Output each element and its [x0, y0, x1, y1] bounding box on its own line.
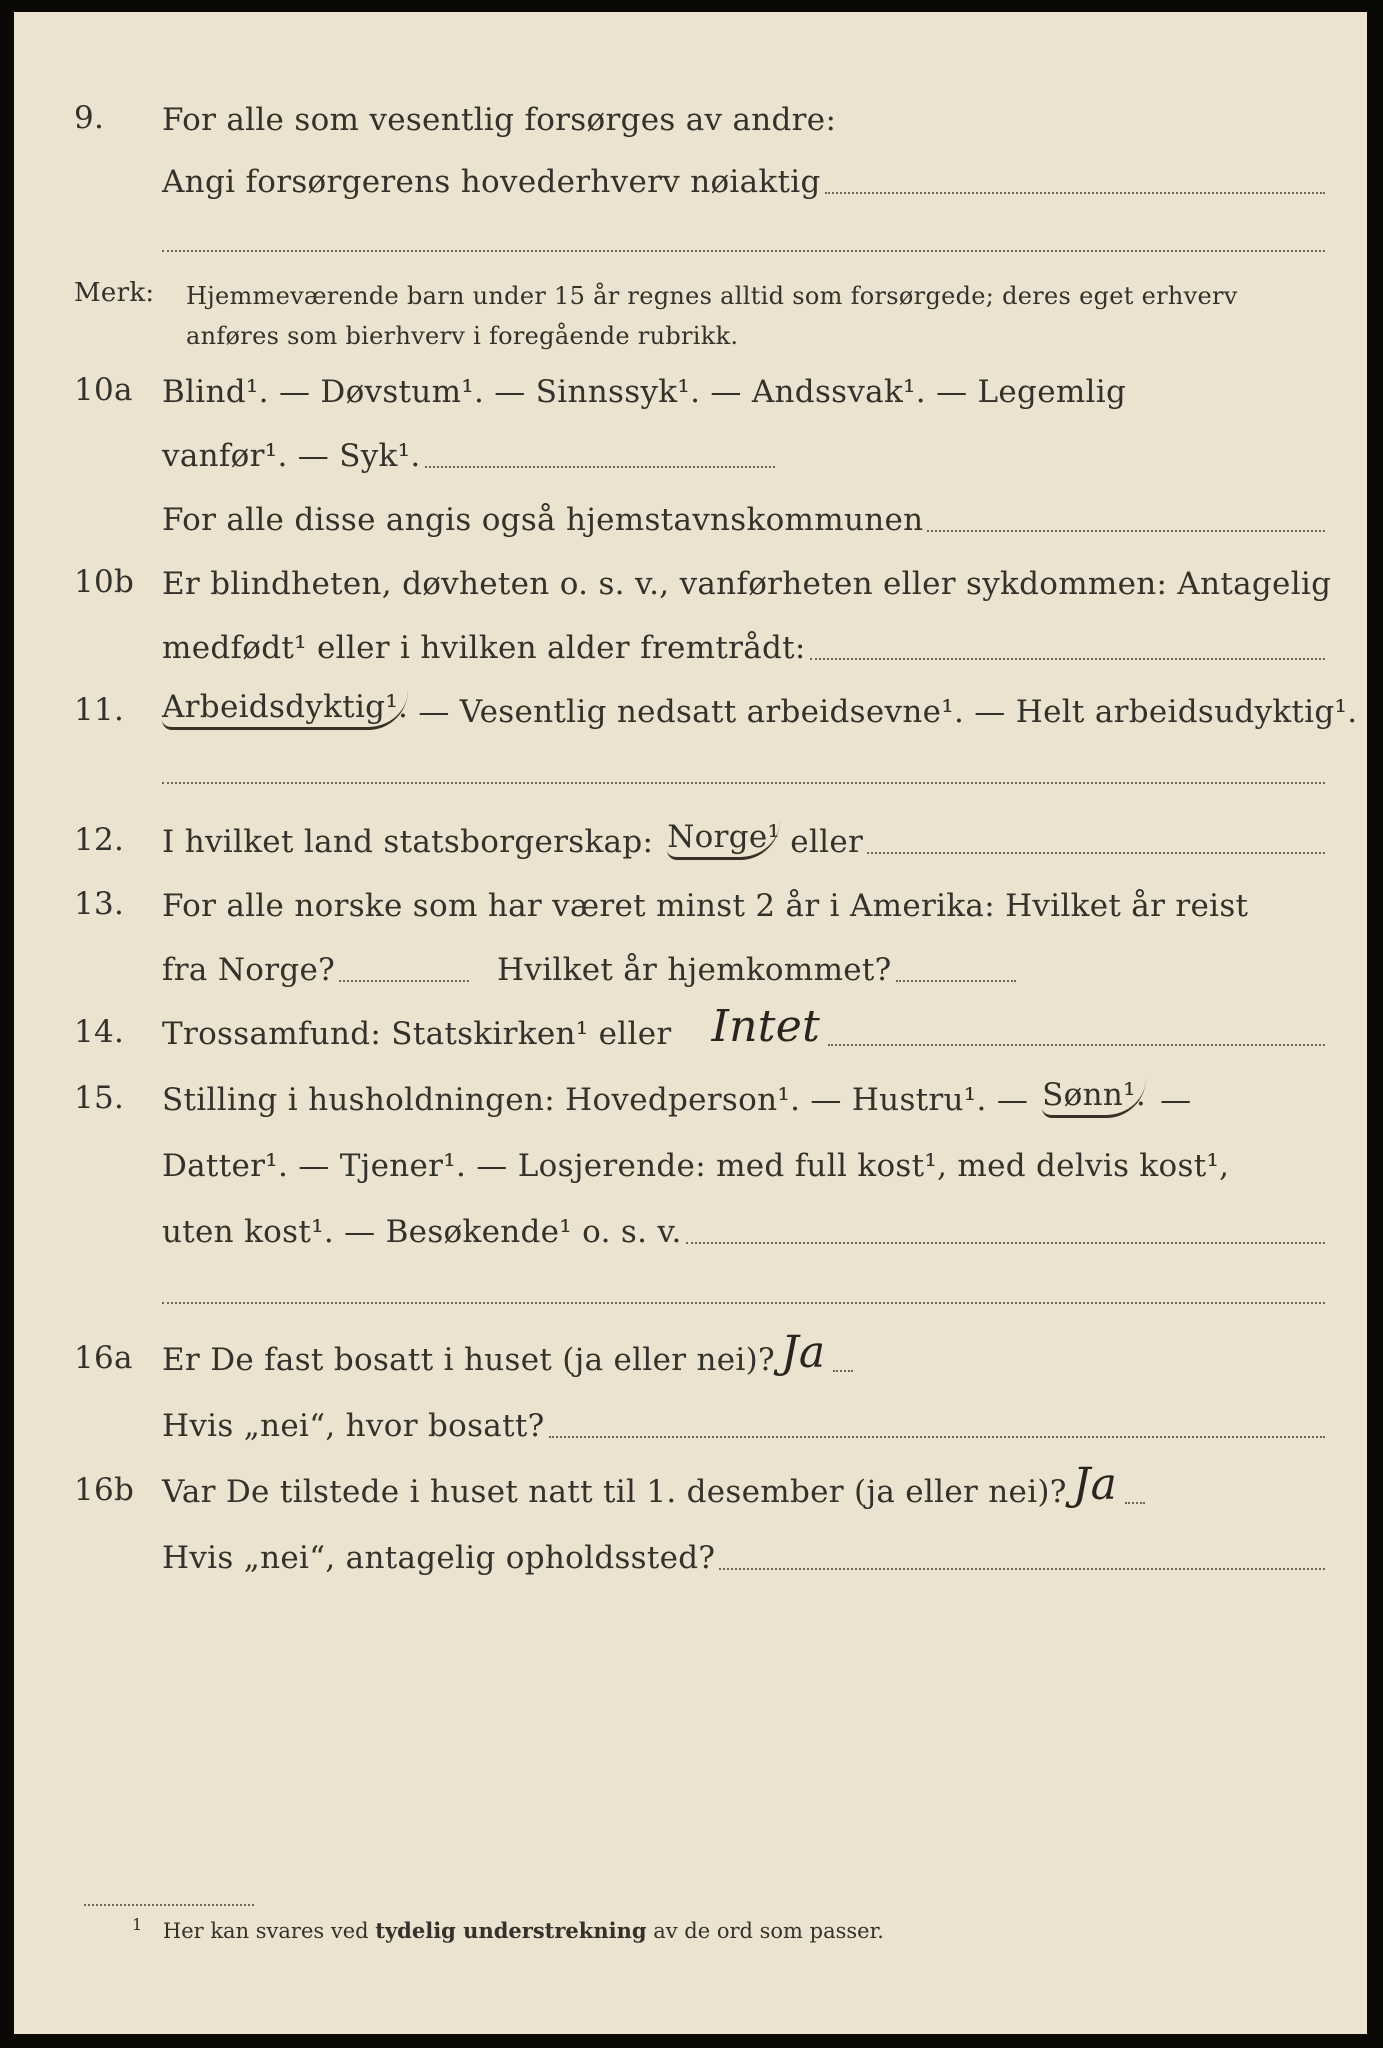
question-text: Blind¹. — Døvstum¹. — Sinnssyk¹. — Andssvak¹. — Legemlig — [162, 374, 1127, 410]
answer-field[interactable] — [825, 192, 1325, 194]
question-number: 9. — [74, 100, 105, 136]
question-10b-line-2 — [14, 618, 1367, 674]
question-text: Trossamfund: Statskirken¹ eller — [162, 1016, 672, 1052]
question-10b-line-1 — [14, 554, 1367, 610]
question-9-line-1 — [14, 90, 1367, 146]
question-number: 16a — [74, 1340, 133, 1376]
question-16a-line-1 — [14, 1327, 1367, 1386]
question-13-line-1 — [14, 876, 1367, 932]
question-number: 10a — [74, 372, 133, 408]
question-text: Hvis „nei“, antagelig opholdssted? — [162, 1540, 716, 1576]
answer-field[interactable] — [425, 466, 775, 468]
question-16a-line-2 — [14, 1396, 1367, 1452]
answer-field[interactable] — [339, 980, 469, 982]
footnote-mark: 1 — [132, 1915, 143, 1934]
blank-answer-line[interactable] — [162, 250, 1325, 252]
question-12-line — [14, 812, 1367, 868]
footnote-divider — [84, 1904, 254, 1906]
answer-field[interactable] — [833, 1370, 853, 1372]
note-text: Hjemmeværende barn under 15 år regnes alltid som forsørgede; deres eget erhverv — [186, 282, 1238, 310]
question-number: 13. — [74, 886, 125, 922]
question-text: For alle norske som har været minst 2 år i Amerika: Hvilket år reist — [162, 888, 1249, 924]
footnote — [132, 1915, 884, 1943]
answer-field[interactable] — [549, 1436, 1325, 1438]
question-number: 15. — [74, 1080, 125, 1116]
footnote-text: Her kan svares ved — [162, 1919, 369, 1943]
selected-option: Norge¹ — [667, 819, 780, 860]
handwritten-answer: Ja — [780, 1327, 826, 1378]
footnote-emphasis: tydelig understrekning — [375, 1918, 647, 1943]
question-11-line — [14, 682, 1367, 738]
question-text: Var De tilstede i huset natt til 1. desember (ja eller nei)? — [162, 1474, 1067, 1510]
question-text: — — [1160, 1082, 1192, 1118]
selected-option: Arbeidsdyktig¹. — [162, 689, 408, 730]
question-10a-line-2 — [14, 426, 1367, 482]
blank-answer-line[interactable] — [162, 1302, 1325, 1304]
note-label: Merk: — [74, 278, 155, 308]
question-number: 14. — [74, 1014, 125, 1050]
question-text: eller — [790, 824, 864, 860]
question-text: uten kost¹. — Besøkende¹ o. s. v. — [162, 1214, 682, 1250]
question-text: I hvilket land statsborgerskap: — [162, 824, 654, 860]
question-number: 11. — [74, 692, 125, 728]
answer-field[interactable] — [686, 1242, 1325, 1244]
question-text: For alle disse angis også hjemstavnskommunen — [162, 502, 924, 538]
answer-field[interactable] — [896, 980, 1016, 982]
question-text: vanfør¹. — Syk¹. — [162, 438, 421, 474]
question-text: Er blindheten, døvheten o. s. v., vanførheten eller sykdommen: Antagelig — [162, 566, 1332, 602]
question-text: fra Norge? — [162, 952, 336, 988]
answer-field[interactable] — [867, 852, 1325, 854]
answer-field[interactable] — [828, 1044, 1325, 1046]
question-number: 16b — [74, 1472, 135, 1508]
answer-field[interactable] — [1125, 1502, 1145, 1504]
question-number: 12. — [74, 822, 125, 858]
question-13-line-2 — [14, 940, 1367, 996]
question-text: Stilling i husholdningen: Hovedperson¹. — Hustru¹. — — [162, 1082, 1029, 1118]
question-text: medfødt¹ eller i hvilken alder fremtrådt: — [162, 630, 806, 666]
question-10a-line-3 — [14, 490, 1367, 546]
question-16b-line-1 — [14, 1459, 1367, 1518]
question-text: — Vesentlig nedsatt arbeidsevne¹. — Helt arbeidsudyktig¹. — [408, 694, 1358, 730]
question-text: Er De fast bosatt i huset (ja eller nei)? — [162, 1342, 775, 1378]
handwritten-answer: Intet — [711, 1001, 821, 1052]
question-16b-line-2 — [14, 1528, 1367, 1584]
question-text: Datter¹. — Tjener¹. — Losjerende: med full kost¹, med delvis kost¹, — [162, 1148, 1230, 1184]
question-text: Angi forsørgerens hovederhverv nøiaktig — [162, 164, 821, 200]
census-form-page — [14, 12, 1367, 2034]
answer-field[interactable] — [927, 530, 1325, 532]
question-text: For alle som vesentlig forsørges av andre: — [162, 102, 837, 138]
footnote-text: av de ord som passer. — [653, 1919, 884, 1943]
handwritten-answer: Ja — [1072, 1459, 1118, 1510]
question-14-line — [14, 1001, 1367, 1060]
question-9-line-2 — [14, 152, 1367, 208]
blank-answer-line[interactable] — [162, 782, 1325, 784]
note-text: anføres som bierhverv i foregående rubrikk. — [186, 322, 739, 350]
question-text: Hvis „nei“, hvor bosatt? — [162, 1408, 545, 1444]
question-15-line-2 — [14, 1136, 1367, 1192]
question-15-line-1 — [14, 1070, 1367, 1126]
answer-field[interactable] — [719, 1568, 1325, 1570]
selected-option: Sønn¹. — [1042, 1077, 1146, 1118]
answer-field[interactable] — [810, 658, 1325, 660]
question-number: 10b — [74, 564, 135, 600]
note-line-2 — [14, 302, 1367, 358]
question-15-line-3 — [14, 1202, 1367, 1258]
question-10a-line-1 — [14, 362, 1367, 418]
question-text: Hvilket år hjemkommet? — [497, 952, 892, 988]
